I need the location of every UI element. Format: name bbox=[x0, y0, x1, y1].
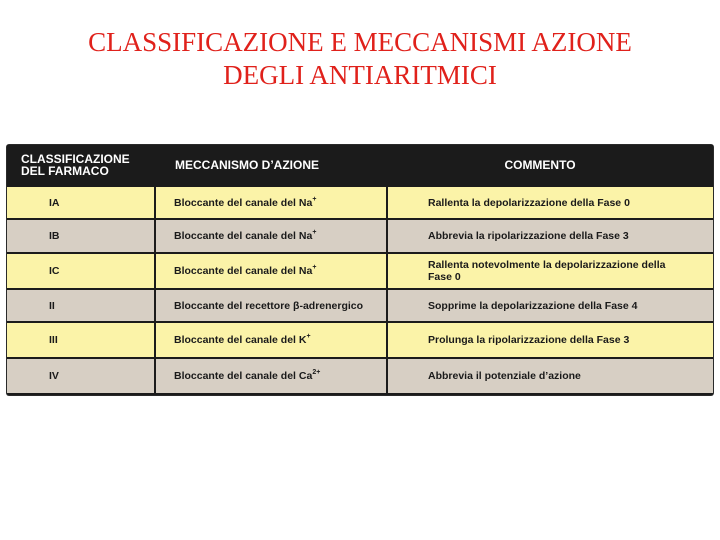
mechanism-cell bbox=[155, 289, 387, 322]
ion-charge: + bbox=[312, 264, 317, 271]
slide-title-line1: CLASSIFICAZIONE E MECCANISMI AZIONE bbox=[88, 27, 632, 57]
antiarrhythmic-table bbox=[7, 145, 713, 395]
mechanism-text: Bloccante del canale del K bbox=[174, 334, 307, 346]
header-classification-line2: DEL FARMACO bbox=[21, 164, 109, 178]
table-row bbox=[7, 219, 713, 253]
mechanism-text: Bloccante del recettore β-adrenergico bbox=[174, 299, 364, 312]
drug-class-cell: II bbox=[7, 289, 155, 322]
mechanism-text: Bloccante del canale del Na bbox=[174, 196, 313, 209]
ion-charge: + bbox=[306, 333, 311, 340]
ion-charge: 2+ bbox=[312, 369, 321, 376]
comment-cell: Abbrevia la ripolarizzazione della Fase 3 bbox=[387, 219, 713, 253]
slide-title-line2: DEGLI ANTIARITMICI bbox=[223, 60, 497, 90]
header-comment: COMMENTO bbox=[387, 145, 713, 186]
table-row bbox=[7, 322, 713, 358]
slide-title bbox=[0, 26, 720, 92]
drug-class-cell: IB bbox=[7, 219, 155, 253]
mechanism-cell bbox=[155, 253, 387, 289]
mechanism-cell bbox=[155, 358, 387, 393]
header-classification-line1: CLASSIFICAZIONE bbox=[21, 152, 130, 166]
mechanism-cell bbox=[155, 219, 387, 253]
drug-class-cell: III bbox=[7, 322, 155, 358]
table-row bbox=[7, 289, 713, 322]
table-row bbox=[7, 253, 713, 289]
comment-cell: Rallenta notevolmente la depolarizzazione della Fase 0 bbox=[387, 253, 713, 289]
ion-charge: + bbox=[312, 229, 317, 236]
header-classification bbox=[7, 145, 155, 186]
mechanism-text: Bloccante del canale del Na bbox=[174, 265, 313, 277]
comment-cell: Prolunga la ripolarizzazione della Fase 3 bbox=[387, 322, 713, 358]
drug-class-cell: IC bbox=[7, 253, 155, 289]
table-row bbox=[7, 358, 713, 393]
ion-charge: + bbox=[312, 195, 317, 203]
table-row bbox=[7, 186, 713, 219]
comment-cell: Rallenta la depolarizzazione della Fase 0 bbox=[387, 186, 713, 219]
header-mechanism: MECCANISMO D’AZIONE bbox=[155, 145, 387, 186]
mechanism-cell bbox=[155, 186, 387, 219]
mechanism-cell bbox=[155, 322, 387, 358]
comment-cell: Sopprime la depolarizzazione della Fase 4 bbox=[387, 289, 713, 322]
mechanism-text: Bloccante del canale del Ca bbox=[174, 370, 313, 382]
table-header bbox=[7, 145, 713, 186]
mechanism-text: Bloccante del canale del Na bbox=[174, 230, 313, 242]
classification-table bbox=[7, 145, 713, 393]
drug-class-cell: IV bbox=[7, 358, 155, 393]
drug-class-cell: IA bbox=[7, 186, 155, 219]
comment-cell: Abbrevia il potenziale d’azione bbox=[387, 358, 713, 393]
